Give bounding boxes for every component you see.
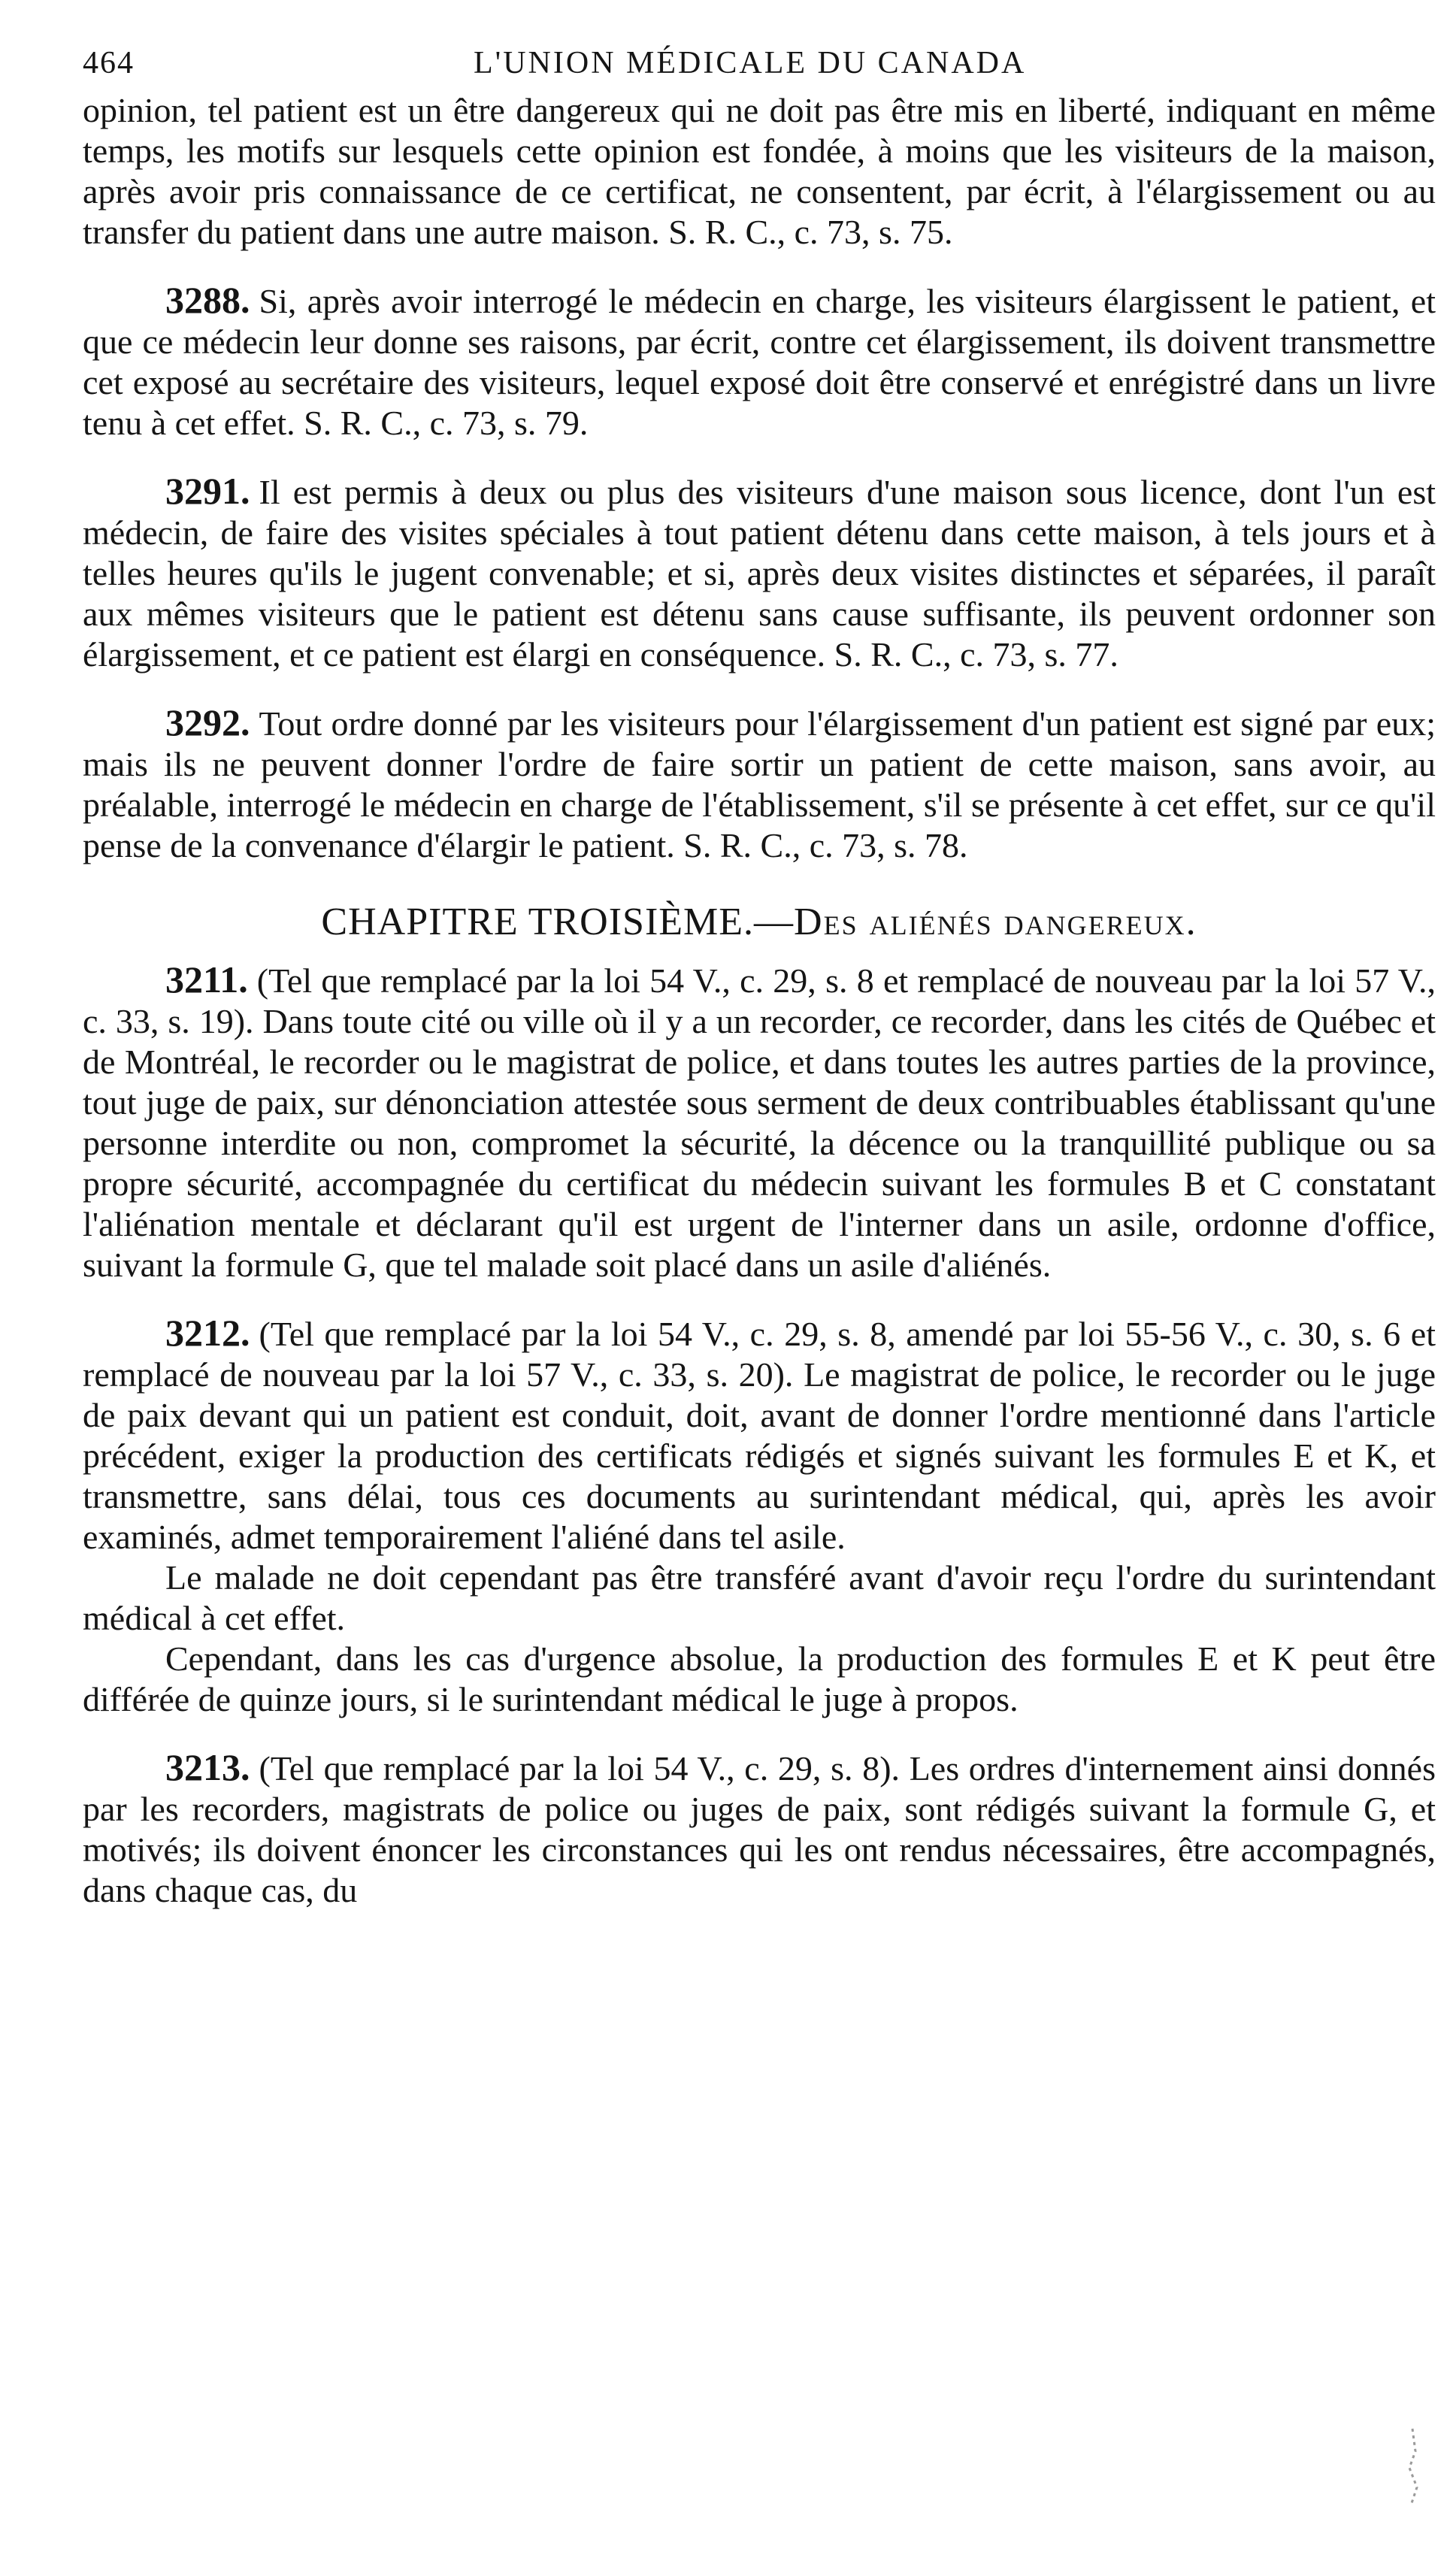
- article-3213: [83, 1747, 1436, 1911]
- article-text: Il est permis à deux ou plus des visiteurs d'une maison sous licence, dont l'un est médecin, de faire des visites spéciales à tout patient détenu dans cette maison, à tels jours et à telles heures qu'ils le jugent convenable; et si, après deux visites distinctes et séparées, il paraît aux mêmes visiteurs que le patient est détenu sans cause suffisante, ils peuvent ordonner son élargissement, et ce patient est élargi en conséquence. S. R. C., c. 73, s. 77.: [83, 473, 1436, 674]
- document-page: [83, 45, 1436, 1911]
- article-3212: [83, 1312, 1436, 1720]
- article-number: 3211.: [165, 958, 248, 1000]
- scan-smudge-mark: [1390, 2421, 1435, 2511]
- article-number: 3212.: [165, 1312, 250, 1354]
- article-number: 3291.: [165, 470, 250, 512]
- chapter-heading: [83, 902, 1436, 943]
- article-paragraph: Cependant, dans les cas d'urgence absolue, la production des formules E et K peut être différée de quinze jours, si le surintendant médical le juge à propos.: [83, 1639, 1436, 1718]
- page-body: [83, 90, 1436, 1911]
- article-3288: [83, 280, 1436, 443]
- chapter-title: CHAPITRE TROISIÈME.—: [321, 901, 795, 943]
- article-number: 3288.: [165, 279, 250, 321]
- chapter-subtitle: Des aliénés dangereux.: [794, 901, 1197, 943]
- article-paragraph: Le malade ne doit cependant pas être transféré avant d'avoir reçu l'ordre du surintendant médical à cet effet.: [83, 1558, 1436, 1637]
- article-number: 3292.: [165, 701, 250, 743]
- article-3291: [83, 471, 1436, 675]
- page-number: 464: [83, 46, 135, 80]
- article-text: (Tel que remplacé par la loi 54 V., c. 29, s. 8 et remplacé de nouveau par la loi 57 V., c. 33, s. 19). Dans toute cité ou ville où il y a un recorder, ce recorder, dans les cités de Québec et de Montréal, le recorder ou le magistrat de police, et dans toutes les autres parties de la province, tout juge de paix, sur dénonciation attestée sous serment de deux contribuables établissant qu'une personne interdite ou non, compromet la sécurité, la décence ou la tranquillité publique ou sa propre sécurité, accompagnée du certificat du médecin suivant les formules B et C constatant l'aliénation mentale et déclarant qu'il est urgent de l'interner dans un asile, ordonne d'office, suivant la formule G, que tel malade soit placé dans un asile d'aliénés.: [83, 961, 1436, 1284]
- article-number: 3213.: [165, 1746, 250, 1788]
- continuation-paragraph: opinion, tel patient est un être dangereux qui ne doit pas être mis en liberté, indiquant en même temps, les motifs sur lesquels cette opinion est fondée, à moins que les visiteurs de la maison, après avoir pris connaissance de ce certificat, ne consentent, par écrit, à l'élargissement ou au transfer du patient dans une autre maison. S. R. C., c. 73, s. 75.: [83, 91, 1436, 251]
- article-text: (Tel que remplacé par la loi 54 V., c. 29, s. 8). Les ordres d'internement ainsi donnés par les recorders, magistrats de police ou juges de paix, sont rédigés suivant la formule G, et motivés; ils doivent énoncer les circonstances qui les ont rendus nécessaires, être accompagnés, dans chaque cas, du: [83, 1749, 1436, 1909]
- article-text: Tout ordre donné par les visiteurs pour l'élargissement d'un patient est signé par eux; mais ils ne peuvent donner l'ordre de faire sortir un patient de cette maison, sans avoir, au préalable, interrogé le médecin en charge de l'établissement, s'il se présente à cet effet, sur ce qu'il pense de la convenance d'élargir le patient. S. R. C., c. 73, s. 78.: [83, 704, 1436, 864]
- page-header: [83, 45, 1436, 90]
- article-text: (Tel que remplacé par la loi 54 V., c. 29, s. 8, amendé par loi 55-56 V., c. 30, s. 6 et remplacé de nouveau par la loi 57 V., c. 33, s. 20). Le magistrat de police, le recorder ou le juge de paix devant qui un patient est conduit, doit, avant de donner l'ordre mentionné dans l'article précédent, exiger la production des certificats rédigés et signés suivant les formules E et K, et transmettre, sans délai, tous ces documents au surintendant médical, qui, après les avoir examinés, admet temporairement l'aliéné dans tel asile.: [83, 1315, 1436, 1556]
- article-text: Si, après avoir interrogé le médecin en charge, les visiteurs élargissent le patient, et que ce médecin leur donne ses raisons, par écrit, contre cet élargissement, ils doivent transmettre cet exposé au secrétaire des visiteurs, lequel exposé doit être conservé et enrégistré dans un livre tenu à cet effet. S. R. C., c. 73, s. 79.: [83, 282, 1436, 442]
- article-3292: [83, 702, 1436, 866]
- running-title: L'UNION MÉDICALE DU CANADA: [474, 46, 1027, 80]
- article-3211: [83, 959, 1436, 1285]
